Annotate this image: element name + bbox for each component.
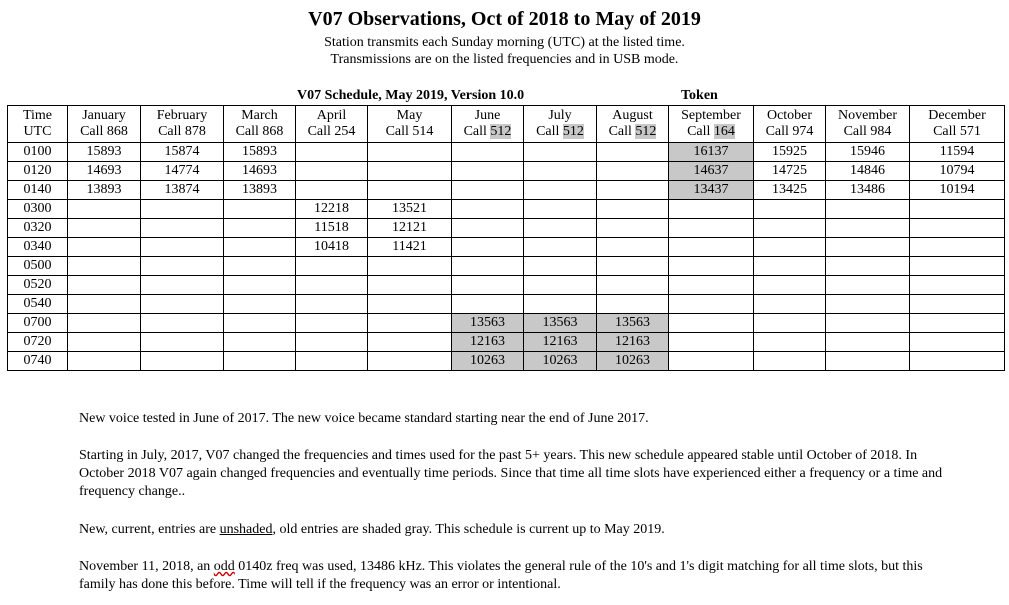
frequency-cell: 10263 [524, 352, 597, 371]
frequency-cell [224, 352, 296, 371]
frequency-cell [669, 295, 754, 314]
frequency-cell [669, 219, 754, 238]
frequency-cell [597, 162, 669, 181]
frequency-cell: 12121 [368, 219, 452, 238]
frequency-cell: 13521 [368, 200, 452, 219]
frequency-cell [224, 295, 296, 314]
frequency-cell: 13874 [141, 181, 224, 200]
frequency-cell: 10263 [452, 352, 524, 371]
frequency-cell [826, 333, 910, 352]
frequency-cell [754, 295, 826, 314]
frequency-cell [141, 314, 224, 333]
frequency-cell [368, 276, 452, 295]
frequency-cell: 12163 [524, 333, 597, 352]
frequency-cell: 13563 [452, 314, 524, 333]
frequency-cell [669, 200, 754, 219]
subtitle-mode: Transmissions are on the listed frequencies and in USB mode. [330, 52, 679, 67]
frequency-cell [754, 238, 826, 257]
table-row [8, 333, 1005, 352]
frequency-cell [452, 238, 524, 257]
frequency-cell [296, 162, 368, 181]
table-row [8, 314, 1005, 333]
table-row [8, 238, 1005, 257]
time-cell: 0520 [8, 276, 68, 295]
frequency-cell: 13425 [754, 181, 826, 200]
table-row [8, 181, 1005, 200]
frequency-cell: 12218 [296, 200, 368, 219]
frequency-cell [524, 257, 597, 276]
frequency-cell: 14637 [669, 162, 754, 181]
time-cell: 0700 [8, 314, 68, 333]
frequency-cell: 13563 [524, 314, 597, 333]
frequency-cell [910, 219, 1005, 238]
frequency-cell [368, 162, 452, 181]
frequency-cell [224, 200, 296, 219]
month-header: November Call 984 [826, 106, 910, 143]
frequency-cell [141, 295, 224, 314]
frequency-cell [826, 200, 910, 219]
frequency-cell: 12163 [452, 333, 524, 352]
frequency-cell [296, 257, 368, 276]
frequency-cell: 13437 [669, 181, 754, 200]
frequency-cell [826, 257, 910, 276]
frequency-cell [754, 257, 826, 276]
frequency-cell [524, 200, 597, 219]
frequency-cell: 13486 [826, 181, 910, 200]
time-cell: 0120 [8, 162, 68, 181]
month-header: May Call 514 [368, 106, 452, 143]
month-header: June Call 512 [452, 106, 524, 143]
month-header: April Call 254 [296, 106, 368, 143]
frequency-cell [141, 352, 224, 371]
frequency-cell [368, 314, 452, 333]
table-row [8, 276, 1005, 295]
frequency-cell: 11518 [296, 219, 368, 238]
frequency-cell: 15925 [754, 143, 826, 162]
table-row [8, 295, 1005, 314]
frequency-cell: 11594 [910, 143, 1005, 162]
frequency-cell: 13563 [597, 314, 669, 333]
frequency-cell [669, 352, 754, 371]
frequency-cell [296, 333, 368, 352]
frequency-cell [368, 295, 452, 314]
frequency-cell [296, 181, 368, 200]
frequency-cell [669, 276, 754, 295]
frequency-cell: 14846 [826, 162, 910, 181]
frequency-cell: 13893 [224, 181, 296, 200]
table-row [8, 219, 1005, 238]
frequency-cell [597, 143, 669, 162]
frequency-cell [524, 181, 597, 200]
frequency-cell: 14725 [754, 162, 826, 181]
time-cell: 0500 [8, 257, 68, 276]
token-label: Token [681, 88, 718, 103]
frequency-cell [910, 276, 1005, 295]
frequency-cell: 14774 [141, 162, 224, 181]
frequency-cell [826, 238, 910, 257]
table-caption: V07 Schedule, May 2019, Version 10.0 [297, 88, 525, 103]
frequency-cell [597, 200, 669, 219]
frequency-cell: 13893 [68, 181, 141, 200]
frequency-cell [524, 219, 597, 238]
month-header: January Call 868 [68, 106, 141, 143]
frequency-cell [141, 200, 224, 219]
time-cell: 0140 [8, 181, 68, 200]
time-cell: 0340 [8, 238, 68, 257]
frequency-cell [597, 219, 669, 238]
frequency-cell [368, 143, 452, 162]
month-header: September Call 164 [669, 106, 754, 143]
frequency-cell [597, 295, 669, 314]
frequency-cell: 10418 [296, 238, 368, 257]
time-cell: 0320 [8, 219, 68, 238]
time-cell: 0300 [8, 200, 68, 219]
frequency-cell: 11421 [368, 238, 452, 257]
frequency-cell [524, 238, 597, 257]
frequency-cell [597, 276, 669, 295]
frequency-cell [368, 257, 452, 276]
frequency-cell [826, 295, 910, 314]
frequency-cell [524, 295, 597, 314]
month-header: August Call 512 [597, 106, 669, 143]
header-row [8, 106, 1005, 143]
note-odd-frequency: November 11, 2018, an odd 0140z freq was used, 13486 kHz. This violates the general rule of the 10's and 1's digit matching for all time slots, but this family has done this before. Time will tell if the frequency was an error or intentional. [79, 559, 923, 592]
frequency-cell [68, 333, 141, 352]
frequency-cell [754, 314, 826, 333]
frequency-cell [141, 257, 224, 276]
frequency-cell [452, 143, 524, 162]
frequency-cell: 15893 [68, 143, 141, 162]
time-header: Time UTC [8, 106, 68, 143]
frequency-cell: 12163 [597, 333, 669, 352]
time-cell: 0540 [8, 295, 68, 314]
frequency-cell [141, 238, 224, 257]
frequency-cell [296, 276, 368, 295]
month-header: February Call 878 [141, 106, 224, 143]
frequency-cell [68, 276, 141, 295]
table-row [8, 143, 1005, 162]
frequency-cell [669, 314, 754, 333]
frequency-cell [452, 219, 524, 238]
table-row [8, 257, 1005, 276]
frequency-cell [754, 333, 826, 352]
frequency-cell [68, 352, 141, 371]
frequency-cell [754, 219, 826, 238]
frequency-cell [524, 143, 597, 162]
frequency-cell [141, 219, 224, 238]
frequency-cell [224, 333, 296, 352]
frequency-cell: 15946 [826, 143, 910, 162]
frequency-cell [669, 257, 754, 276]
frequency-cell: 10263 [597, 352, 669, 371]
frequency-cell [452, 276, 524, 295]
frequency-cell [224, 276, 296, 295]
frequency-cell [224, 219, 296, 238]
month-header: October Call 974 [754, 106, 826, 143]
frequency-cell [826, 276, 910, 295]
frequency-cell [754, 200, 826, 219]
frequency-cell [910, 200, 1005, 219]
note-shading: New, current, entries are unshaded, old entries are shaded gray. This schedule is current up to May 2019. [79, 522, 665, 537]
frequency-cell [452, 181, 524, 200]
time-cell: 0100 [8, 143, 68, 162]
frequency-cell [296, 143, 368, 162]
frequency-cell [224, 257, 296, 276]
frequency-cell [368, 352, 452, 371]
frequency-cell [669, 333, 754, 352]
frequency-cell [296, 295, 368, 314]
frequency-cell: 10194 [910, 181, 1005, 200]
frequency-cell [826, 219, 910, 238]
subtitle-schedule: Station transmits each Sunday morning (UTC) at the listed time. [324, 35, 685, 50]
frequency-cell [68, 257, 141, 276]
frequency-cell [524, 162, 597, 181]
frequency-cell [368, 181, 452, 200]
time-cell: 0740 [8, 352, 68, 371]
schedule-table [7, 105, 1005, 371]
frequency-cell [141, 276, 224, 295]
frequency-cell [524, 276, 597, 295]
frequency-cell [452, 200, 524, 219]
frequency-cell [910, 238, 1005, 257]
month-header: July Call 512 [524, 106, 597, 143]
frequency-cell [68, 238, 141, 257]
frequency-cell: 16137 [669, 143, 754, 162]
frequency-cell [826, 314, 910, 333]
frequency-cell: 10794 [910, 162, 1005, 181]
frequency-cell [452, 257, 524, 276]
frequency-cell: 14693 [68, 162, 141, 181]
frequency-cell [910, 352, 1005, 371]
note-schedule-change: Starting in July, 2017, V07 changed the frequencies and times used for the past 5+ years. This new schedule appeared stable until October of 2018. In October 2018 V07 again changed frequencies and eventually time periods. Since that time all time slots have experienced either a frequency or a time and frequency change.. [79, 448, 943, 499]
frequency-cell [141, 333, 224, 352]
frequency-cell [910, 295, 1005, 314]
frequency-cell [452, 162, 524, 181]
frequency-cell [910, 257, 1005, 276]
frequency-cell [826, 352, 910, 371]
frequency-cell [754, 352, 826, 371]
frequency-cell [452, 295, 524, 314]
frequency-cell: 14693 [224, 162, 296, 181]
page-title: V07 Observations, Oct of 2018 to May of 2019 [308, 8, 701, 30]
month-header: December Call 571 [910, 106, 1005, 143]
frequency-cell [68, 295, 141, 314]
frequency-cell [910, 333, 1005, 352]
frequency-cell [597, 181, 669, 200]
frequency-cell [224, 314, 296, 333]
frequency-cell [68, 314, 141, 333]
frequency-cell [296, 314, 368, 333]
frequency-cell [597, 238, 669, 257]
frequency-cell: 15874 [141, 143, 224, 162]
frequency-cell [68, 200, 141, 219]
table-row [8, 162, 1005, 181]
table-row [8, 200, 1005, 219]
frequency-cell [368, 333, 452, 352]
frequency-cell [669, 238, 754, 257]
frequency-cell [224, 238, 296, 257]
note-voice: New voice tested in June of 2017. The new voice became standard starting near the end of June 2017. [79, 411, 649, 426]
frequency-cell: 15893 [224, 143, 296, 162]
frequency-cell [68, 219, 141, 238]
frequency-cell [296, 352, 368, 371]
month-header: March Call 868 [224, 106, 296, 143]
frequency-cell [910, 314, 1005, 333]
frequency-cell [597, 257, 669, 276]
frequency-cell [754, 276, 826, 295]
table-row [8, 352, 1005, 371]
time-cell: 0720 [8, 333, 68, 352]
